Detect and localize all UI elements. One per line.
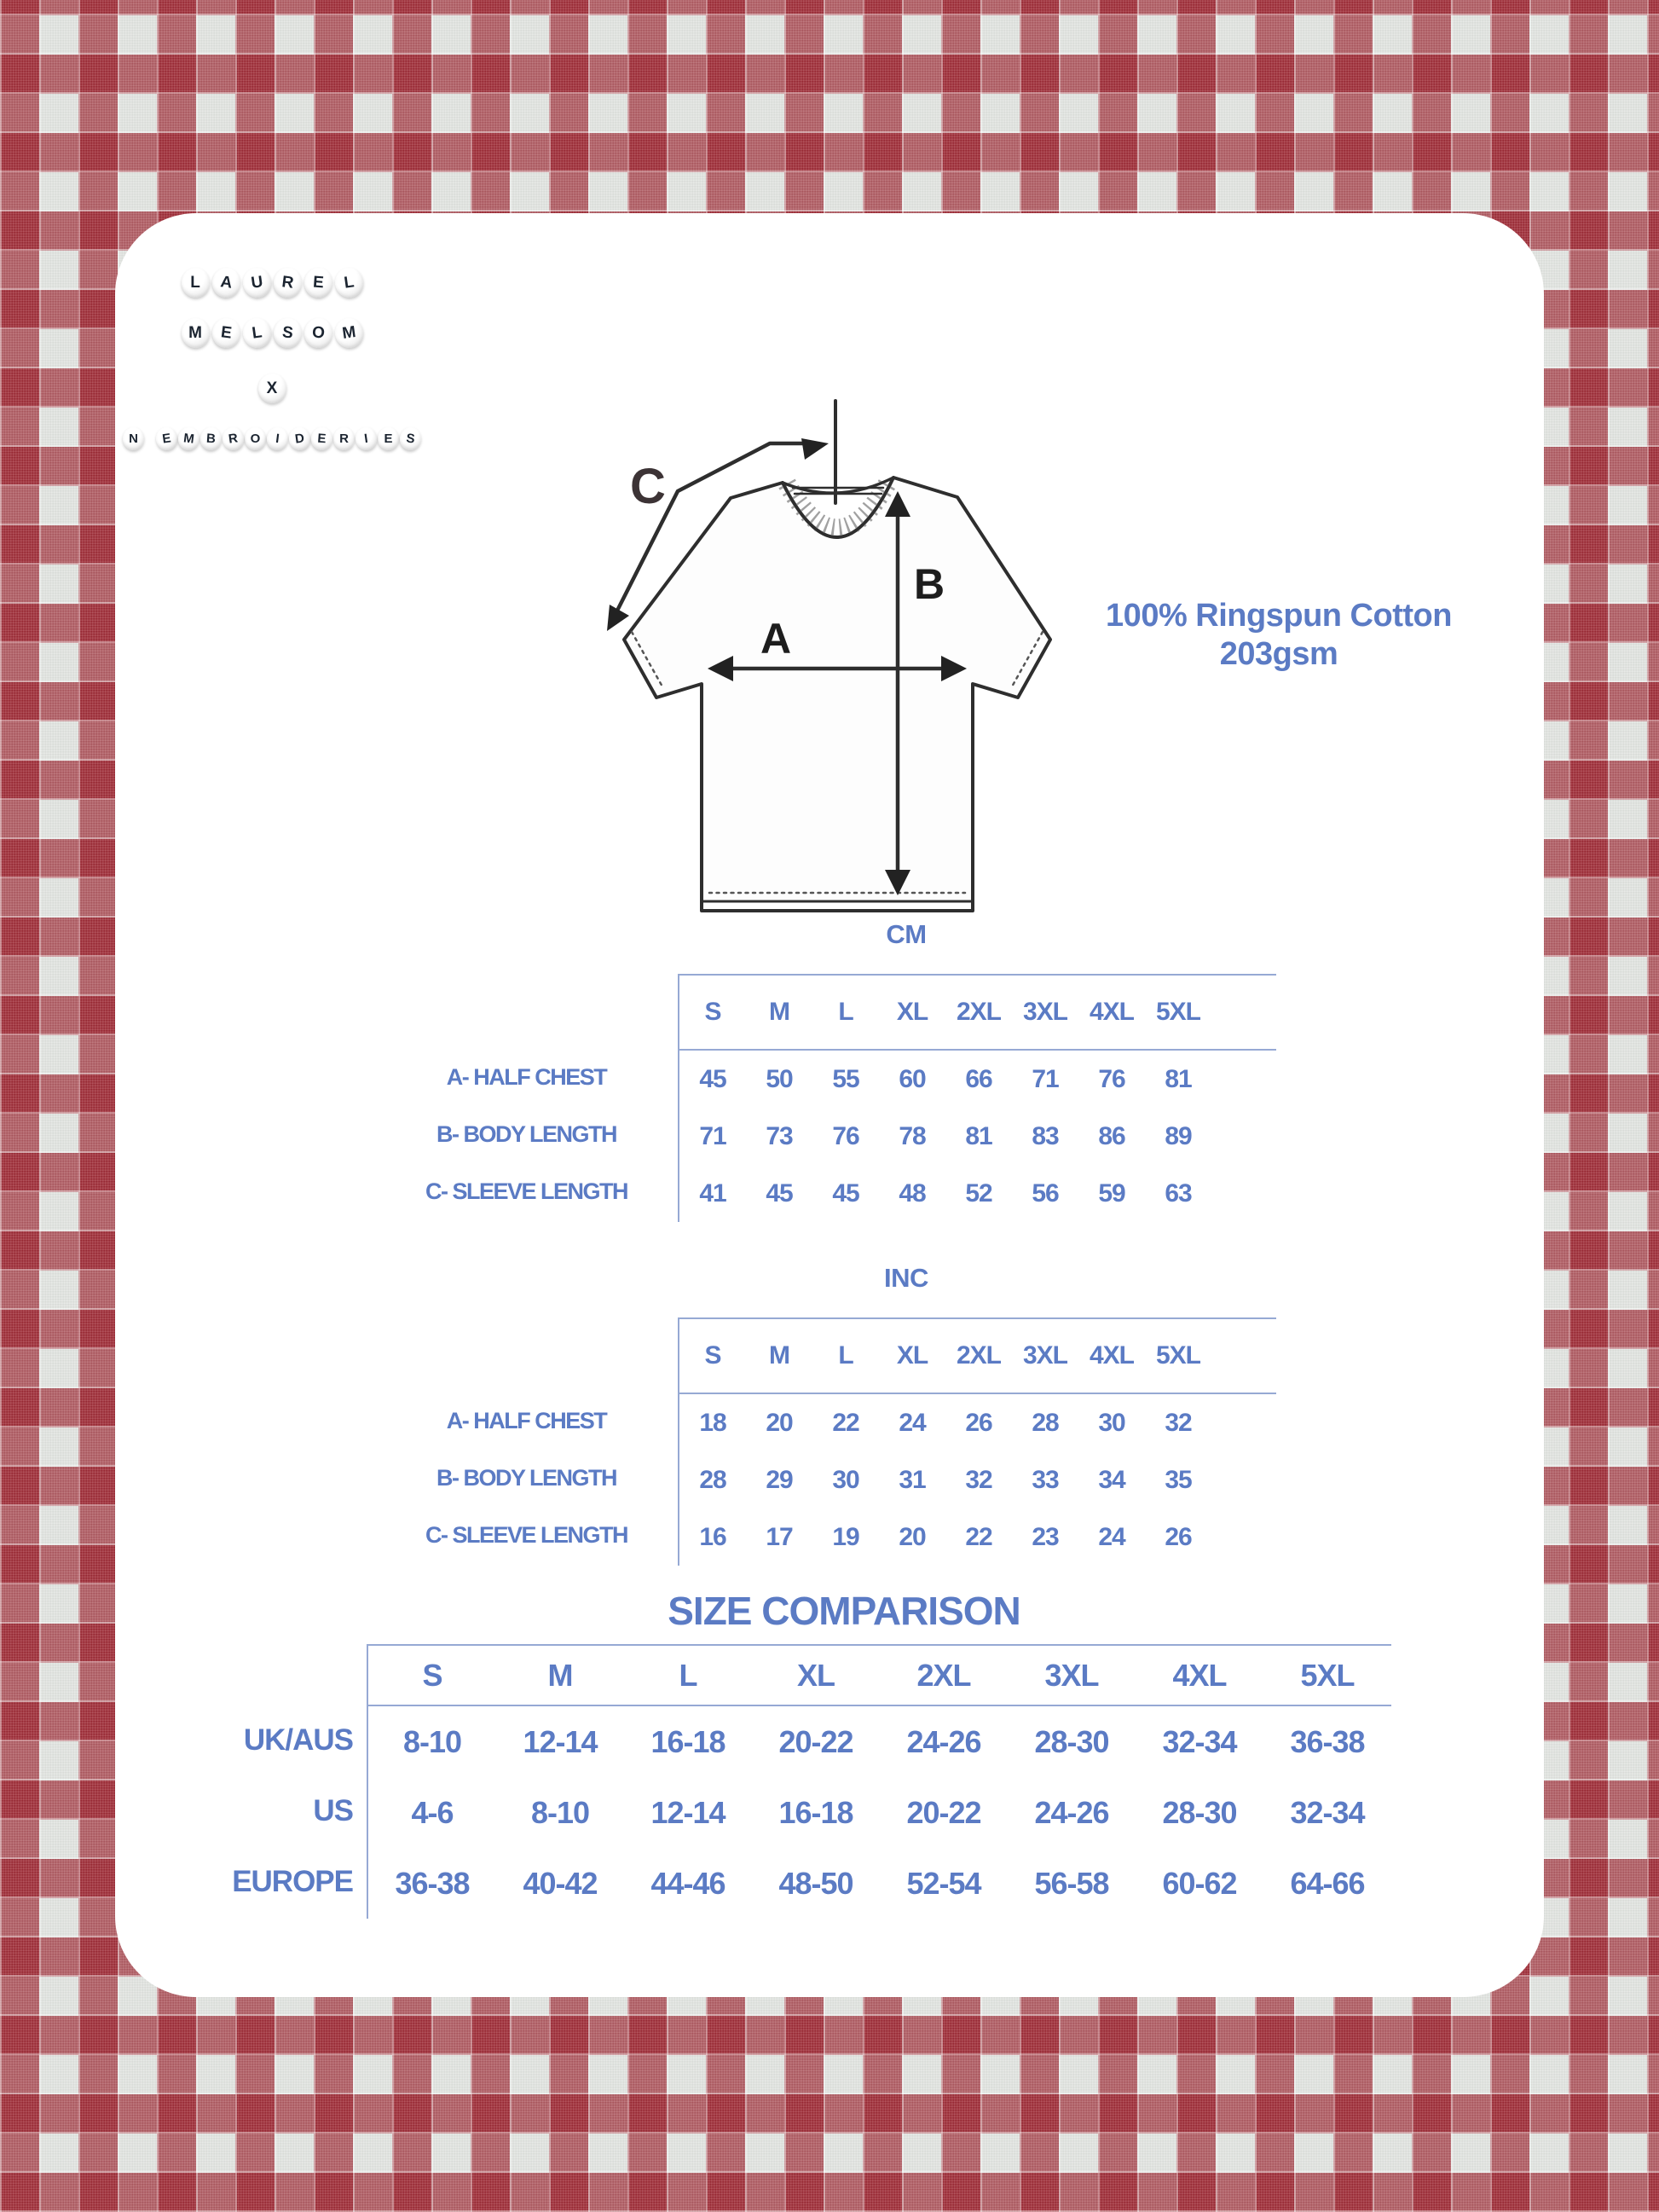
letter-bead: D bbox=[287, 426, 312, 451]
letter-bead: M bbox=[176, 426, 200, 452]
size-value-cell: 30 bbox=[1098, 1408, 1125, 1437]
letter-bead: I bbox=[354, 426, 379, 451]
size-value-cell: 22 bbox=[832, 1408, 859, 1437]
size-value-cell: 16-18 bbox=[778, 1794, 853, 1830]
letter-bead: U bbox=[240, 266, 273, 299]
size-value-cell: 81 bbox=[1165, 1064, 1192, 1093]
size-value-row bbox=[679, 1165, 1276, 1222]
letter-bead: L bbox=[182, 268, 210, 298]
size-header-cell: L bbox=[838, 998, 853, 1026]
size-value-cell: 45 bbox=[766, 1178, 793, 1207]
size-value-cell: 26 bbox=[965, 1408, 992, 1437]
letter-bead: E bbox=[378, 427, 399, 450]
sleeve-label: C bbox=[630, 459, 666, 514]
size-header-cell: 2XL bbox=[956, 1341, 1002, 1369]
size-value-row bbox=[679, 1108, 1276, 1165]
row-label-spacer bbox=[375, 974, 678, 1049]
size-value-cell: 44-46 bbox=[650, 1865, 725, 1901]
size-header-cell: XL bbox=[896, 998, 928, 1026]
size-value-cell: 40-42 bbox=[523, 1865, 598, 1901]
size-value-cell: 81 bbox=[965, 1121, 992, 1150]
size-header-row bbox=[368, 1646, 1391, 1706]
row-label: C- SLEEVE LENGTH bbox=[425, 1522, 628, 1548]
size-value-cell: 45 bbox=[699, 1064, 726, 1093]
size-value-cell: 86 bbox=[1098, 1121, 1125, 1150]
brand-bead-row bbox=[122, 427, 422, 450]
size-value-cell: 45 bbox=[832, 1178, 859, 1207]
letter-bead: B bbox=[199, 426, 223, 451]
size-value-cell: 16-18 bbox=[650, 1723, 725, 1759]
size-header-cell: 4XL bbox=[1172, 1657, 1227, 1693]
inc-size-table bbox=[375, 1263, 1279, 1570]
size-value-cell: 48 bbox=[899, 1178, 926, 1207]
row-label: UK/AUS bbox=[243, 1723, 353, 1757]
size-header-cell: S bbox=[704, 1341, 721, 1369]
size-header-cell: L bbox=[838, 1341, 853, 1369]
inc-table-title: INC bbox=[884, 1263, 928, 1293]
size-value-cell: 8-10 bbox=[402, 1723, 462, 1759]
collar-back-edge bbox=[783, 478, 893, 493]
size-value-cell: 36-38 bbox=[1290, 1723, 1365, 1759]
letter-bead: S bbox=[398, 426, 422, 452]
size-value-cell: 55 bbox=[832, 1064, 859, 1093]
inc-table-grid bbox=[375, 1317, 1276, 1566]
size-value-row bbox=[679, 1394, 1276, 1451]
size-value-cell: 76 bbox=[1098, 1064, 1125, 1093]
size-value-row bbox=[679, 1508, 1276, 1566]
row-label-spacer bbox=[223, 1644, 367, 1705]
letter-bead: R bbox=[333, 427, 355, 450]
size-value-cell: 16 bbox=[699, 1522, 726, 1551]
cm-table-title: CM bbox=[886, 919, 927, 949]
size-header-cell: S bbox=[704, 998, 721, 1026]
size-data-column bbox=[678, 1317, 1276, 1566]
size-value-cell: 20 bbox=[899, 1522, 926, 1551]
size-value-cell: 12-14 bbox=[523, 1723, 598, 1759]
size-value-cell: 41 bbox=[699, 1178, 726, 1207]
row-label-column bbox=[223, 1644, 367, 1919]
size-value-cell: 89 bbox=[1165, 1121, 1192, 1150]
letter-bead: S bbox=[271, 316, 303, 350]
size-header-cell: M bbox=[769, 1341, 789, 1369]
size-guide-card bbox=[115, 213, 1544, 1997]
size-value-row bbox=[368, 1777, 1391, 1848]
letter-bead: O bbox=[303, 317, 332, 349]
size-value-cell: 71 bbox=[699, 1121, 726, 1150]
size-value-cell: 24 bbox=[1098, 1522, 1125, 1551]
size-value-cell: 24-26 bbox=[906, 1723, 981, 1759]
size-header-cell: 3XL bbox=[1044, 1657, 1099, 1693]
row-label: C- SLEEVE LENGTH bbox=[425, 1178, 628, 1204]
size-value-cell: 36-38 bbox=[395, 1865, 470, 1901]
size-value-cell: 34 bbox=[1098, 1465, 1125, 1494]
size-value-cell: 48-50 bbox=[778, 1865, 853, 1901]
size-value-cell: 31 bbox=[899, 1465, 926, 1494]
size-value-cell: 64-66 bbox=[1290, 1865, 1365, 1901]
size-data-column bbox=[678, 974, 1276, 1222]
material-line-2: 203gsm bbox=[1219, 635, 1338, 672]
size-header-cell: XL bbox=[796, 1657, 835, 1693]
size-value-cell: 18 bbox=[699, 1408, 726, 1437]
row-label: A- HALF CHEST bbox=[446, 1408, 607, 1433]
size-value-cell: 30 bbox=[832, 1465, 859, 1494]
material-info bbox=[1040, 597, 1517, 674]
row-label-column bbox=[375, 1317, 678, 1566]
size-comparison-table bbox=[223, 1588, 1400, 1937]
brand-bead-row bbox=[122, 373, 422, 403]
size-value-cell: 60 bbox=[899, 1064, 926, 1093]
size-header-cell: 2XL bbox=[956, 998, 1002, 1026]
size-value-cell: 52 bbox=[965, 1178, 992, 1207]
size-value-cell: 63 bbox=[1165, 1178, 1192, 1207]
size-header-cell: 5XL bbox=[1155, 998, 1201, 1026]
length-label: B bbox=[913, 560, 945, 608]
size-value-cell: 23 bbox=[1032, 1522, 1059, 1551]
size-header-cell: 4XL bbox=[1089, 998, 1135, 1026]
size-value-row bbox=[368, 1706, 1391, 1777]
size-header-cell: 5XL bbox=[1300, 1657, 1355, 1693]
letter-bead: O bbox=[245, 427, 266, 450]
letter-bead: I bbox=[265, 426, 289, 452]
size-data-column bbox=[367, 1644, 1391, 1919]
size-value-cell: 56-58 bbox=[1034, 1865, 1109, 1901]
row-label: US bbox=[313, 1793, 353, 1827]
size-header-cell: M bbox=[769, 998, 789, 1026]
size-value-cell: 32-34 bbox=[1162, 1723, 1237, 1759]
letter-bead: L bbox=[240, 316, 273, 350]
size-value-cell: 32 bbox=[1165, 1408, 1192, 1437]
size-value-cell: 28 bbox=[699, 1465, 726, 1494]
size-value-cell: 29 bbox=[766, 1465, 793, 1494]
size-value-cell: 83 bbox=[1032, 1121, 1059, 1150]
brand-beads bbox=[122, 268, 422, 450]
brand-bead-row bbox=[122, 268, 422, 298]
row-label: A- HALF CHEST bbox=[446, 1064, 607, 1090]
letter-bead: E bbox=[210, 316, 241, 350]
size-value-cell: 50 bbox=[766, 1064, 793, 1093]
size-header-row bbox=[679, 976, 1276, 1051]
letter-bead: X bbox=[258, 373, 286, 403]
letter-bead: R bbox=[221, 426, 246, 451]
cm-table-grid bbox=[375, 974, 1276, 1222]
size-value-cell: 56 bbox=[1032, 1178, 1059, 1207]
material-line-1: 100% Ringspun Cotton bbox=[1106, 598, 1452, 634]
row-label: B- BODY LENGTH bbox=[436, 1465, 616, 1491]
size-value-cell: 20 bbox=[766, 1408, 793, 1437]
tshirt-outline bbox=[624, 478, 1050, 911]
size-header-cell: 3XL bbox=[1022, 998, 1068, 1026]
cm-size-table bbox=[375, 919, 1279, 1226]
sleeve-arrowhead-top bbox=[801, 438, 829, 460]
size-header-cell: 3XL bbox=[1022, 1341, 1068, 1369]
size-value-cell: 24 bbox=[899, 1408, 926, 1437]
size-header-cell: XL bbox=[896, 1341, 928, 1369]
size-value-cell: 33 bbox=[1032, 1465, 1059, 1494]
size-header-cell: L bbox=[679, 1657, 697, 1693]
size-value-cell: 20-22 bbox=[906, 1794, 981, 1830]
row-label: B- BODY LENGTH bbox=[436, 1121, 616, 1147]
size-comparison-title: SIZE COMPARISON bbox=[668, 1589, 1020, 1633]
size-value-cell: 17 bbox=[766, 1522, 793, 1551]
size-value-cell: 78 bbox=[899, 1121, 926, 1150]
letter-bead: R bbox=[271, 266, 303, 299]
row-label-spacer bbox=[375, 1317, 678, 1393]
letter-bead: E bbox=[310, 426, 333, 451]
size-header-cell: S bbox=[422, 1657, 442, 1693]
size-value-cell: 35 bbox=[1165, 1465, 1192, 1494]
size-value-cell: 4-6 bbox=[411, 1794, 454, 1830]
letter-bead: L bbox=[332, 266, 365, 299]
size-value-cell: 20-22 bbox=[778, 1723, 853, 1759]
size-value-cell: 66 bbox=[965, 1064, 992, 1093]
size-value-row bbox=[679, 1051, 1276, 1108]
size-header-cell: 4XL bbox=[1089, 1341, 1135, 1369]
size-value-cell: 59 bbox=[1098, 1178, 1125, 1207]
size-header-cell: 2XL bbox=[916, 1657, 971, 1693]
size-header-cell: 5XL bbox=[1155, 1341, 1201, 1369]
size-comparison-grid bbox=[223, 1644, 1391, 1919]
row-label-column bbox=[375, 974, 678, 1222]
size-value-cell: 32-34 bbox=[1290, 1794, 1365, 1830]
tshirt-diagram bbox=[529, 384, 1091, 938]
brand-bead-row bbox=[122, 318, 422, 348]
size-value-cell: 26 bbox=[1165, 1522, 1192, 1551]
size-value-cell: 12-14 bbox=[650, 1794, 725, 1830]
row-label: EUROPE bbox=[232, 1864, 353, 1898]
size-header-row bbox=[679, 1319, 1276, 1394]
size-value-cell: 28-30 bbox=[1162, 1794, 1237, 1830]
chest-label: A bbox=[760, 615, 792, 663]
letter-bead: M bbox=[332, 316, 365, 350]
size-value-cell: 28-30 bbox=[1034, 1723, 1109, 1759]
size-value-cell: 73 bbox=[766, 1121, 793, 1150]
size-value-cell: 60-62 bbox=[1162, 1865, 1237, 1901]
size-value-cell: 19 bbox=[832, 1522, 859, 1551]
letter-bead: M bbox=[182, 318, 210, 348]
size-value-cell: 22 bbox=[965, 1522, 992, 1551]
size-value-cell: 28 bbox=[1032, 1408, 1059, 1437]
letter-bead: A bbox=[210, 266, 241, 299]
size-value-cell: 8-10 bbox=[530, 1794, 590, 1830]
size-value-cell: 32 bbox=[965, 1465, 992, 1494]
size-header-cell: M bbox=[547, 1657, 573, 1693]
size-value-cell: 52-54 bbox=[906, 1865, 981, 1901]
letter-bead: E bbox=[154, 426, 179, 451]
letter-bead: N bbox=[123, 427, 144, 450]
size-value-row bbox=[368, 1848, 1391, 1919]
size-value-cell: 71 bbox=[1032, 1064, 1059, 1093]
letter-bead: E bbox=[303, 267, 332, 298]
size-value-cell: 24-26 bbox=[1034, 1794, 1109, 1830]
size-value-row bbox=[679, 1451, 1276, 1508]
size-value-cell: 76 bbox=[832, 1121, 859, 1150]
